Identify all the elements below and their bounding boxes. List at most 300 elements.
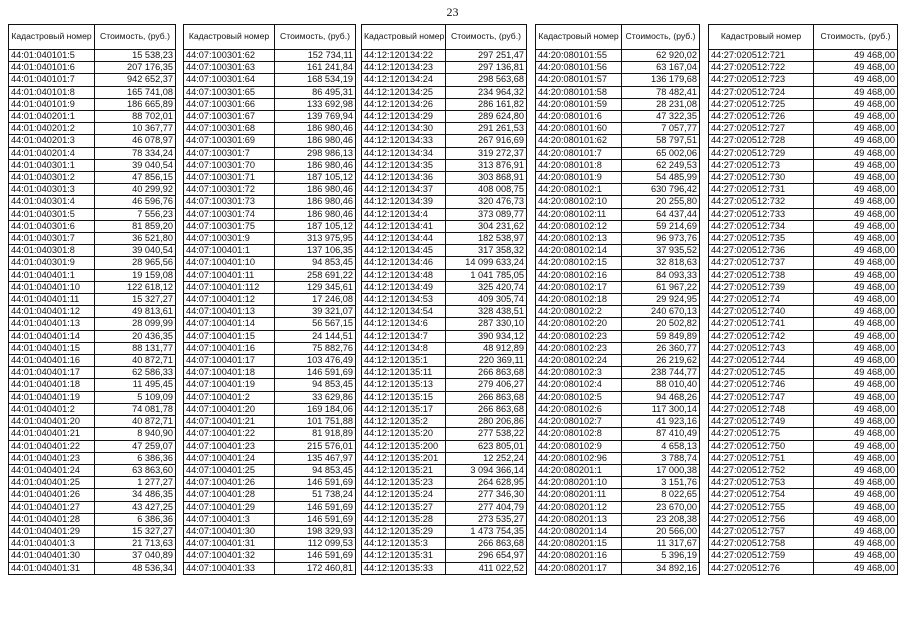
cost-cell: 286 161,82 [446,98,527,110]
cost-cell: 11 317,67 [622,538,700,550]
cadastral-number-cell: 44:01:040401:26 [9,489,95,501]
cadastral-number-cell: 44:27:020512:74 [709,294,814,306]
table-row [9,62,176,74]
cadastral-number-cell: 44:01:040401:3 [9,538,95,550]
cost-cell: 49 468,00 [814,452,898,464]
cost-cell: 273 535,27 [446,513,527,525]
table-row [536,245,700,257]
table-row [184,562,356,574]
cost-cell: 49 468,00 [814,257,898,269]
table-row [184,74,356,86]
cadastral-number-cell: 44:12:120135:33 [362,562,446,574]
cost-cell: 165 741,08 [95,86,176,98]
cost-cell: 146 591,69 [275,513,356,525]
table-row [709,440,898,452]
cost-cell: 103 476,49 [275,355,356,367]
cost-cell: 40 872,71 [95,355,176,367]
table-row [709,306,898,318]
header-cadastral-number: Кадастровый номер [9,25,95,50]
table-row [536,98,700,110]
cost-cell: 390 934,12 [446,330,527,342]
table-row [536,318,700,330]
cadastral-number-cell: 44:07:100301:74 [184,208,275,220]
cadastral-number-cell: 44:20:080101:58 [536,86,622,98]
table-row [709,281,898,293]
table-row [362,269,527,281]
table-row [184,172,356,184]
cadastral-number-cell: 44:20:080201:12 [536,501,622,513]
cost-cell: 6 386,36 [95,452,176,464]
header-cost: Стоимость, (руб.) [275,25,356,50]
cadastral-number-cell: 44:07:100401:112 [184,281,275,293]
cadastral-number-cell: 44:01:040301:2 [9,172,95,184]
table-row [9,86,176,98]
table-row [709,196,898,208]
cost-cell: 49 468,00 [814,330,898,342]
cost-cell: 88 010,40 [622,379,700,391]
table-row [536,452,700,464]
header-cadastral-number: Кадастровый номер [184,25,275,50]
cost-cell: 40 872,71 [95,416,176,428]
table-row [362,147,527,159]
table-row [9,428,176,440]
header-cadastral-number: Кадастровый номер [536,25,622,50]
cadastral-number-cell: 44:27:020512:736 [709,245,814,257]
cadastral-number-cell: 44:27:020512:753 [709,477,814,489]
cadastral-number-cell: 44:12:120135:17 [362,403,446,415]
table-row [536,135,700,147]
cost-cell: 187 105,12 [275,220,356,232]
cost-cell: 623 805,01 [446,440,527,452]
table-row [709,501,898,513]
cadastral-number-cell: 44:12:120134:44 [362,233,446,245]
cadastral-number-cell: 44:07:100301:7 [184,147,275,159]
cost-cell: 49 468,00 [814,501,898,513]
cost-cell: 266 863,68 [446,367,527,379]
cadastral-number-cell: 44:12:120134:33 [362,135,446,147]
cadastral-number-cell: 44:20:080102:16 [536,269,622,281]
table-row [184,208,356,220]
cost-cell: 186 980,46 [275,123,356,135]
header-cost: Стоимость, (руб.) [814,25,898,50]
table-row [536,440,700,452]
cost-cell: 81 859,20 [95,220,176,232]
cadastral-number-cell: 44:01:040401:18 [9,379,95,391]
cadastral-number-cell: 44:01:040201:4 [9,147,95,159]
cost-cell: 40 299,92 [95,184,176,196]
table-row [536,147,700,159]
cadastral-number-cell: 44:07:100301:66 [184,98,275,110]
table-row [184,489,356,501]
cadastral-number-cell: 44:01:040401:1 [9,269,95,281]
cadastral-number-cell: 44:12:120134:46 [362,257,446,269]
cost-cell: 49 468,00 [814,135,898,147]
cadastral-number-cell: 44:20:080102:9 [536,440,622,452]
cost-cell: 137 106,35 [275,245,356,257]
table-row [362,233,527,245]
cost-cell: 10 367,77 [95,123,176,135]
cadastral-number-cell: 44:07:100301:68 [184,123,275,135]
table-row [709,525,898,537]
cost-cell: 94 853,45 [275,464,356,476]
cadastral-number-cell: 44:01:040401:2 [9,403,95,415]
table-row [9,416,176,428]
cadastral-number-cell: 44:12:120134:23 [362,62,446,74]
table-row [709,550,898,562]
cost-cell: 20 436,35 [95,330,176,342]
cadastral-number-cell: 44:07:100301:67 [184,111,275,123]
cadastral-number-cell: 44:01:040401:22 [9,440,95,452]
cost-cell: 187 105,12 [275,172,356,184]
table-row [9,98,176,110]
cost-cell: 47 856,15 [95,172,176,184]
table-row [184,538,356,550]
cadastral-number-cell: 44:27:020512:750 [709,440,814,452]
table-row [362,342,527,354]
table-row [709,50,898,62]
cost-cell: 279 406,27 [446,379,527,391]
cadastral-number-cell: 44:27:020512:730 [709,172,814,184]
cost-cell: 63 863,60 [95,464,176,476]
cost-cell: 280 206,86 [446,416,527,428]
cadastral-number-cell: 44:12:120135:1 [362,355,446,367]
cadastral-number-cell: 44:27:020512:724 [709,86,814,98]
cost-cell: 266 863,68 [446,538,527,550]
table-row [184,355,356,367]
cost-cell: 198 329,93 [275,525,356,537]
cost-cell: 11 495,45 [95,379,176,391]
cadastral-number-cell: 44:27:020512:726 [709,111,814,123]
cost-cell: 408 008,75 [446,184,527,196]
cadastral-number-cell: 44:20:080101:7 [536,147,622,159]
cadastral-number-cell: 44:01:040401:16 [9,355,95,367]
table-row [184,416,356,428]
table-row [362,184,527,196]
cost-cell: 112 099,53 [275,538,356,550]
cadastral-number-cell: 44:01:040401:27 [9,501,95,513]
cadastral-number-cell: 44:01:040401:13 [9,318,95,330]
cadastral-number-cell: 44:01:040101:7 [9,74,95,86]
cost-cell: 49 468,00 [814,50,898,62]
table-row [184,196,356,208]
table-row [9,74,176,86]
table-row [362,513,527,525]
table-row [536,257,700,269]
cost-cell: 5 109,09 [95,391,176,403]
cadastral-number-cell: 44:27:020512:733 [709,208,814,220]
cadastral-number-cell: 44:12:120134:8 [362,342,446,354]
cost-cell: 15 327,27 [95,294,176,306]
cost-cell: 49 468,00 [814,403,898,415]
cadastral-number-cell: 44:01:040401:20 [9,416,95,428]
table-row [184,379,356,391]
cost-cell: 88 131,77 [95,342,176,354]
table-row [362,86,527,98]
cadastral-number-cell: 44:07:100401:23 [184,440,275,452]
table-row [362,501,527,513]
table-row [362,159,527,171]
cost-cell: 94 468,26 [622,391,700,403]
cost-cell: 33 629,86 [275,391,356,403]
cost-cell: 49 468,00 [814,538,898,550]
cadastral-table-5 [708,24,898,575]
table-row [184,342,356,354]
cadastral-number-cell: 44:27:020512:723 [709,74,814,86]
table-row [184,220,356,232]
cadastral-number-cell: 44:20:080201:17 [536,562,622,574]
cost-cell: 291 261,53 [446,123,527,135]
table-row [362,245,527,257]
cadastral-number-cell: 44:07:100401:25 [184,464,275,476]
cadastral-number-cell: 44:07:100401:1 [184,245,275,257]
table-row [536,184,700,196]
cadastral-number-cell: 44:12:120134:35 [362,159,446,171]
cadastral-number-cell: 44:27:020512:75 [709,428,814,440]
table-row [184,550,356,562]
table-row [362,550,527,562]
cadastral-number-cell: 44:27:020512:725 [709,98,814,110]
table-row [362,355,527,367]
table-row [9,318,176,330]
cost-cell: 287 330,10 [446,318,527,330]
cost-cell: 297 251,47 [446,50,527,62]
cost-cell: 62 249,53 [622,159,700,171]
cost-cell: 1 277,27 [95,477,176,489]
cadastral-number-cell: 44:07:100401:11 [184,269,275,281]
table-row [9,367,176,379]
table-row [9,477,176,489]
cadastral-number-cell: 44:12:120134:54 [362,306,446,318]
table-row [362,525,527,537]
table-row [709,135,898,147]
table-row [709,489,898,501]
cadastral-number-cell: 44:20:080201:16 [536,550,622,562]
table-row [184,318,356,330]
cadastral-number-cell: 44:07:100401:19 [184,379,275,391]
cadastral-number-cell: 44:20:080102:17 [536,281,622,293]
cost-cell: 46 078,97 [95,135,176,147]
table-row [184,98,356,110]
cadastral-number-cell: 44:20:080102:3 [536,367,622,379]
table-row [184,513,356,525]
table-row [362,172,527,184]
cadastral-number-cell: 44:12:120135:23 [362,477,446,489]
cadastral-number-cell: 44:01:040401:29 [9,525,95,537]
cost-cell: 146 591,69 [275,501,356,513]
cadastral-number-cell: 44:20:080102:10 [536,196,622,208]
cadastral-number-cell: 44:01:040301:4 [9,196,95,208]
table-row [9,269,176,281]
cadastral-number-cell: 44:07:100401:2 [184,391,275,403]
cadastral-number-cell: 44:01:040101:5 [9,50,95,62]
table-row [709,355,898,367]
table-row [184,440,356,452]
cadastral-number-cell: 44:12:120135:13 [362,379,446,391]
cadastral-number-cell: 44:07:100401:18 [184,367,275,379]
table-row [184,403,356,415]
cadastral-number-cell: 44:01:040101:6 [9,62,95,74]
header-cost: Стоимость, (руб.) [622,25,700,50]
cost-cell: 49 468,00 [814,513,898,525]
table-row [536,172,700,184]
cost-cell: 258 691,22 [275,269,356,281]
cadastral-number-cell: 44:20:080102:20 [536,318,622,330]
cost-cell: 47 259,07 [95,440,176,452]
cost-cell: 59 214,69 [622,220,700,232]
cost-cell: 37 040,89 [95,550,176,562]
cost-cell: 20 255,80 [622,196,700,208]
cadastral-number-cell: 44:20:080101:62 [536,135,622,147]
cadastral-number-cell: 44:27:020512:735 [709,233,814,245]
table-row [536,111,700,123]
table-row [362,208,527,220]
cadastral-number-cell: 44:20:080102:24 [536,355,622,367]
cadastral-number-cell: 44:12:120134:30 [362,123,446,135]
cost-cell: 17 246,08 [275,294,356,306]
cost-cell: 215 576,01 [275,440,356,452]
cost-cell: 28 231,08 [622,98,700,110]
table-row [184,306,356,318]
table-row [9,147,176,159]
cost-cell: 303 868,91 [446,172,527,184]
cadastral-number-cell: 44:12:120134:49 [362,281,446,293]
cost-cell: 289 624,80 [446,111,527,123]
table-row [9,379,176,391]
table-row [362,477,527,489]
cadastral-number-cell: 44:20:080201:15 [536,538,622,550]
cadastral-number-cell: 44:07:100301:75 [184,220,275,232]
cost-cell: 23 208,38 [622,513,700,525]
cost-cell: 37 935,52 [622,245,700,257]
cost-cell: 26 360,77 [622,342,700,354]
cost-cell: 65 002,06 [622,147,700,159]
table-row [9,538,176,550]
cadastral-number-cell: 44:12:120134:37 [362,184,446,196]
cost-cell: 78 482,41 [622,86,700,98]
cost-cell: 49 468,00 [814,379,898,391]
cost-cell: 48 912,89 [446,342,527,354]
cadastral-number-cell: 44:12:120134:22 [362,50,446,62]
cadastral-number-cell: 44:01:040401:21 [9,428,95,440]
cadastral-number-cell: 44:20:080102:15 [536,257,622,269]
cadastral-number-cell: 44:07:100301:9 [184,233,275,245]
cost-cell: 49 468,00 [814,562,898,574]
table-row [184,147,356,159]
cadastral-number-cell: 44:01:040401:15 [9,342,95,354]
cost-cell: 34 486,35 [95,489,176,501]
cadastral-number-cell: 44:27:020512:73 [709,159,814,171]
cost-cell: 49 468,00 [814,342,898,354]
cadastral-number-cell: 44:12:120134:24 [362,74,446,86]
cadastral-number-cell: 44:01:040301:3 [9,184,95,196]
table-row [9,184,176,196]
cadastral-number-cell: 44:07:100301:70 [184,159,275,171]
cadastral-number-cell: 44:01:040301:1 [9,159,95,171]
table-row [536,379,700,391]
table-row [184,281,356,293]
cost-cell: 20 502,82 [622,318,700,330]
table-row [709,184,898,196]
table-row [362,196,527,208]
cadastral-number-cell: 44:07:100401:26 [184,477,275,489]
cadastral-number-cell: 44:27:020512:740 [709,306,814,318]
cadastral-number-cell: 44:20:080201:13 [536,513,622,525]
table-row [184,245,356,257]
cost-cell: 186 980,46 [275,135,356,147]
cadastral-number-cell: 44:07:100401:33 [184,562,275,574]
cadastral-number-cell: 44:12:120135:15 [362,391,446,403]
cadastral-number-cell: 44:07:100401:10 [184,257,275,269]
table-row [536,330,700,342]
cost-cell: 14 099 633,24 [446,257,527,269]
cadastral-number-cell: 44:20:080101:55 [536,50,622,62]
cost-cell: 47 322,35 [622,111,700,123]
cost-cell: 49 468,00 [814,86,898,98]
cadastral-number-cell: 44:20:080102:23 [536,342,622,354]
cost-cell: 3 788,74 [622,452,700,464]
cadastral-number-cell: 44:07:100301:69 [184,135,275,147]
table-row [184,159,356,171]
table-row [709,172,898,184]
cadastral-number-cell: 44:20:080101:59 [536,98,622,110]
table-row [536,208,700,220]
table-row [709,318,898,330]
cadastral-number-cell: 44:01:040101:9 [9,98,95,110]
table-row [709,62,898,74]
cost-cell: 135 467,97 [275,452,356,464]
cadastral-number-cell: 44:20:080102:2 [536,306,622,318]
table-row [184,184,356,196]
cost-cell: 41 923,16 [622,416,700,428]
cost-cell: 317 358,32 [446,245,527,257]
cadastral-number-cell: 44:12:120135:31 [362,550,446,562]
cadastral-number-cell: 44:12:120135:11 [362,367,446,379]
table-row [362,403,527,415]
table-row [184,330,356,342]
cadastral-number-cell: 44:20:080102:8 [536,428,622,440]
cost-cell: 28 099,99 [95,318,176,330]
cadastral-number-cell: 44:20:080102:96 [536,452,622,464]
table-row [536,86,700,98]
cadastral-number-cell: 44:07:100401:17 [184,355,275,367]
cost-cell: 29 924,95 [622,294,700,306]
cadastral-number-cell: 44:12:120134:53 [362,294,446,306]
cadastral-number-cell: 44:12:120134:6 [362,318,446,330]
cost-cell: 266 863,68 [446,403,527,415]
cadastral-number-cell: 44:12:120134:4 [362,208,446,220]
table-row [709,428,898,440]
table-row [709,379,898,391]
cost-cell: 182 538,97 [446,233,527,245]
cadastral-table-4 [535,24,700,575]
cost-cell: 313 975,95 [275,233,356,245]
cost-cell: 15 538,23 [95,50,176,62]
table-row [9,220,176,232]
cadastral-number-cell: 44:01:040201:3 [9,135,95,147]
cost-cell: 49 468,00 [814,269,898,281]
table-row [184,86,356,98]
cost-cell: 630 796,42 [622,184,700,196]
table-row [709,452,898,464]
table-row [362,74,527,86]
table-row [9,196,176,208]
cadastral-number-cell: 44:12:120135:201 [362,452,446,464]
cost-cell: 152 734,11 [275,50,356,62]
cost-cell: 5 396,19 [622,550,700,562]
cost-cell: 51 738,24 [275,489,356,501]
cadastral-number-cell: 44:27:020512:742 [709,330,814,342]
cost-cell: 220 369,11 [446,355,527,367]
